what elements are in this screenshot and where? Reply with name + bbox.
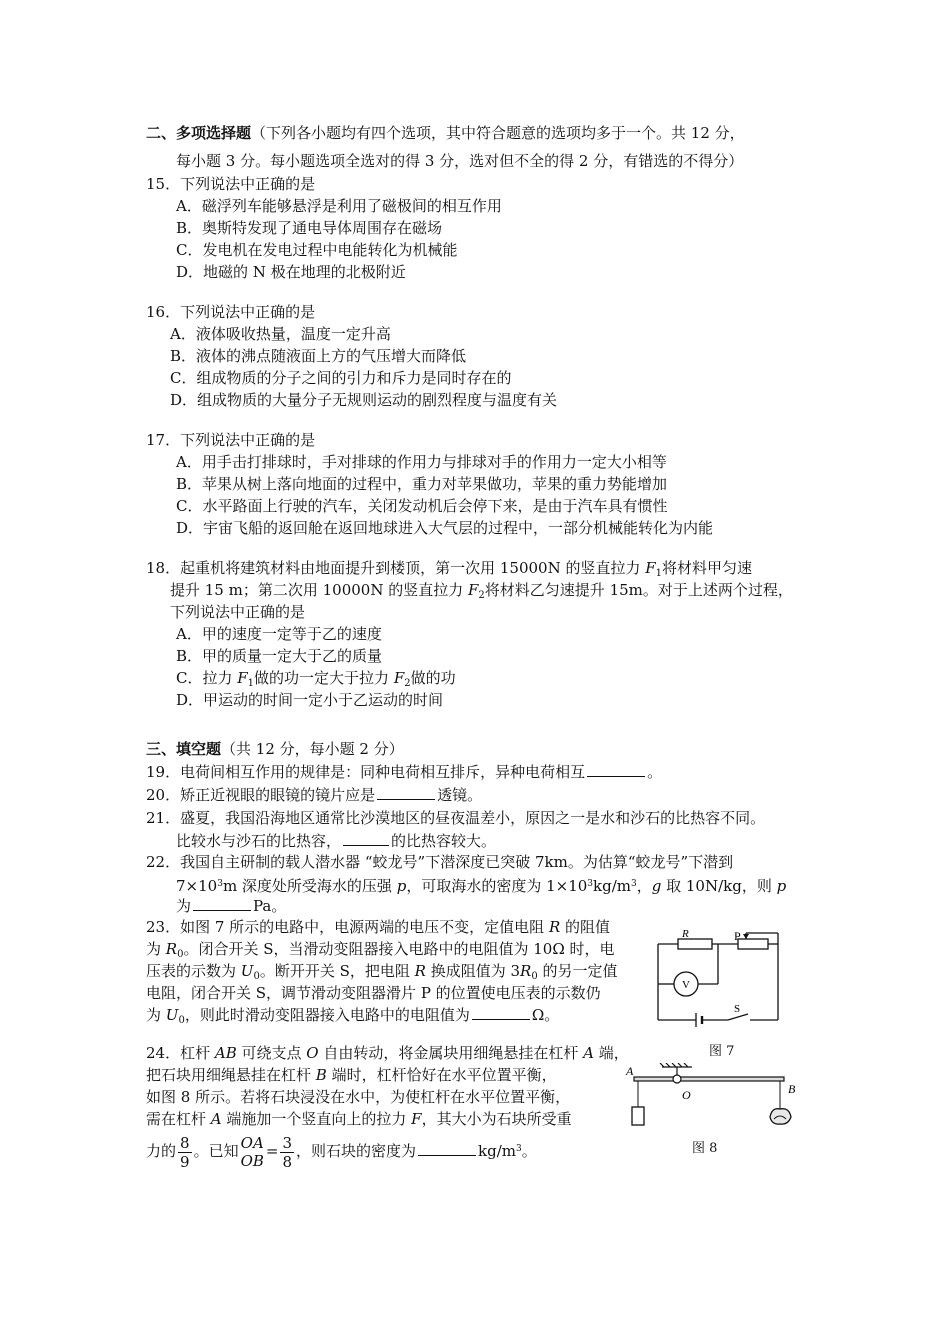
subscript: 0 xyxy=(178,1015,185,1026)
q23-text: 换成阻值为 3 xyxy=(425,962,521,980)
q23-line1 xyxy=(146,917,610,937)
numerator: 3 xyxy=(282,1133,293,1152)
denominator: OB xyxy=(240,1152,264,1170)
q23-text: 为 xyxy=(146,940,166,958)
force-symbol: F xyxy=(645,559,656,577)
fig7-label-v: V xyxy=(682,979,690,991)
subscript: 0 xyxy=(531,971,538,982)
q23-text: 压表的示数为 xyxy=(146,962,241,980)
q23-text: 。闭合开关 S，当滑动变阻器接入电路中的电阻值为 10Ω 时，电 xyxy=(183,940,615,958)
q22-text: Pa。 xyxy=(253,897,287,915)
fig8-label-a: A xyxy=(626,1064,634,1078)
q18-text: 将材料乙匀速提升 15m。对于上述两个过程， xyxy=(484,581,793,599)
lever-symbol: AB xyxy=(214,1044,237,1062)
q18-text: 提升 15 m；第二次用 10000N 的竖直拉力 xyxy=(170,581,468,599)
q16-option-b: B．液体的沸点随液面上方的气压增大而降低 xyxy=(170,347,467,365)
equals-sign: = xyxy=(265,1142,279,1160)
q23-line4: 电阻，闭合开关 S，调节滑动变阻器滑片 P 的位置使电压表的示数仍 xyxy=(146,984,601,1002)
superscript: 3 xyxy=(516,1144,522,1154)
q22-text: 为 xyxy=(176,897,192,915)
q22-answer-blank[interactable] xyxy=(193,896,251,911)
q17-option-c: C．水平路面上行驶的汽车，关闭发动机后会停下来，是由于汽车具有惯性 xyxy=(176,497,668,515)
section-2-intro-2: 每小题 3 分。每小题选项全选对的得 3 分，选对但不全的得 2 分，有错选的不得分） xyxy=(176,152,744,170)
q22-line1: 22．我国自主研制的载人潜水器 “蛟龙号”下潜深度已突破 7km。为估算“蛟龙号”下潜到 xyxy=(146,853,734,871)
force-symbol: F xyxy=(411,1110,422,1128)
resistor-symbol: R xyxy=(165,940,178,958)
gravity-symbol: g xyxy=(651,877,662,895)
q24-text: ，则石块的密度为 xyxy=(296,1142,417,1160)
fraction-three-eighths xyxy=(280,1134,294,1171)
q20-answer-blank[interactable] xyxy=(377,785,435,800)
superscript: 3 xyxy=(217,879,223,889)
q22-text: 取 10N/kg，则 xyxy=(661,877,777,895)
q17-option-d: D．宇宙飞船的返回舱在返回地球进入大气层的过程中，一部分机械能转化为内能 xyxy=(176,519,714,537)
q19 xyxy=(146,762,662,782)
section-3-intro: （共 12 分，每小题 2 分） xyxy=(221,740,404,758)
section-2-heading: 二、多项选择题 xyxy=(146,124,252,142)
q16-option-c: C．组成物质的分子之间的引力和斥力是同时存在的 xyxy=(170,369,512,387)
q16-stem: 16．下列说法中正确的是 xyxy=(146,303,316,321)
q18-text: C．拉力 xyxy=(176,669,238,687)
q24-text: 端时，杠杆恰好在水平位置平衡， xyxy=(326,1066,557,1084)
numerator: 8 xyxy=(180,1133,190,1152)
voltage-symbol: U xyxy=(240,962,254,980)
q20-text: 透镜。 xyxy=(437,786,483,804)
figure-8-lever-diagram xyxy=(622,1063,802,1133)
q20-text: 20．矫正近视眼的眼镜的镜片应是 xyxy=(146,786,376,804)
q21-answer-blank[interactable] xyxy=(343,831,389,846)
force-symbol: F xyxy=(468,581,479,599)
q17-stem: 17．下列说法中正确的是 xyxy=(146,431,316,449)
voltage-symbol: U xyxy=(165,1006,179,1024)
fig7-label-r: R xyxy=(682,928,689,940)
q24-text: 。已知 xyxy=(193,1142,239,1160)
section-2-line1 xyxy=(146,123,745,143)
q21-text: 比较水与沙石的比热容， xyxy=(176,832,342,850)
section-3-line xyxy=(146,739,404,759)
numerator: OA xyxy=(240,1134,264,1152)
pivot-symbol: O xyxy=(306,1044,319,1062)
q23-text: 的阻值 xyxy=(560,918,611,936)
pressure-symbol: p xyxy=(776,877,787,895)
q24-text: 。 xyxy=(521,1142,537,1160)
q21-line1: 21．盛夏，我国沿海地区通常比沙漠地区的昼夜温差小，原因之一是水和沙石的比热容不同。 xyxy=(146,809,766,827)
q16-option-d: D．组成物质的大量分子无规则运动的剧烈程度与温度有关 xyxy=(170,391,558,409)
q24-text: 自由转动，将金属块用细绳悬挂在杠杆 xyxy=(318,1044,584,1062)
q24-text: 力的 xyxy=(146,1142,177,1160)
figure-7-circuit-diagram xyxy=(652,928,786,1028)
subscript: 2 xyxy=(478,590,485,601)
subscript: 0 xyxy=(253,971,260,982)
fig7-label-s: S xyxy=(734,1003,741,1015)
q18-line3: 下列说法中正确的是 xyxy=(170,603,306,621)
q23-text: Ω。 xyxy=(531,1006,560,1024)
q22-line3 xyxy=(176,896,286,916)
superscript: 3 xyxy=(587,879,594,889)
q15-stem: 15．下列说法中正确的是 xyxy=(146,175,316,193)
denominator: 9 xyxy=(180,1152,190,1171)
superscript: 3 xyxy=(630,879,637,889)
q18-text: 18．起重机将建筑材料由地面提升到楼顶，第一次用 15000N 的竖直拉力 xyxy=(146,559,646,577)
q24-answer-blank[interactable] xyxy=(418,1141,476,1156)
subscript: 0 xyxy=(177,949,184,960)
subscript: 1 xyxy=(247,678,255,689)
pressure-symbol: p xyxy=(396,877,407,895)
q16-option-a: A．液体吸收热量，温度一定升高 xyxy=(170,325,391,343)
q24-line1 xyxy=(146,1043,629,1063)
q24-text: ，其大小为石块所受重 xyxy=(421,1110,572,1128)
q24-line4 xyxy=(146,1109,572,1129)
end-a-symbol: A xyxy=(210,1110,222,1128)
q22-text: 7×10 xyxy=(176,877,218,895)
q24-text: 需在杠杆 xyxy=(146,1110,211,1128)
q19-text: 。 xyxy=(647,763,663,781)
subscript: 2 xyxy=(404,678,411,689)
fig8-label-b: B xyxy=(788,1082,796,1096)
q23-text: 为 xyxy=(146,1006,166,1024)
q24-text: 端， xyxy=(593,1044,629,1062)
q23-answer-blank[interactable] xyxy=(472,1005,530,1020)
q22-text: ， xyxy=(636,877,652,895)
section-3-heading: 三、填空题 xyxy=(146,740,222,758)
q21-text: 的比热容较大。 xyxy=(391,832,497,850)
q23-text: 。断开开关 S，把电阻 xyxy=(259,962,415,980)
q21-line2 xyxy=(176,831,496,851)
q24-line3: 如图 8 所示。若将石块浸没在水中，为使杠杆在水平位置平衡， xyxy=(146,1088,571,1106)
fraction-eight-ninths xyxy=(178,1134,192,1171)
q17-option-b: B．苹果从树上落向地面的过程中，重力对苹果做功，苹果的重力势能增加 xyxy=(176,475,668,493)
subscript: 1 xyxy=(655,568,663,579)
resistor-symbol: R xyxy=(520,962,532,980)
q23-line5 xyxy=(146,1005,559,1031)
q18-text: 将材料甲匀速 xyxy=(662,559,753,577)
q24-text: 24．杠杆 xyxy=(146,1044,215,1062)
q15-option-a: A．磁浮列车能够悬浮是利用了磁极间的相互作用 xyxy=(176,197,502,215)
figure-8-caption: 图 8 xyxy=(692,1141,718,1156)
q20 xyxy=(146,785,482,805)
figure-7-caption: 图 7 xyxy=(709,1044,735,1059)
q15-option-c: C．发电机在发电过程中电能转化为机械能 xyxy=(176,241,458,259)
resistor-symbol: R xyxy=(414,962,426,980)
end-b-symbol: B xyxy=(315,1066,327,1084)
q15-option-d: D．地磁的 N 极在地理的北极附近 xyxy=(176,263,406,281)
q24-text: 可绕支点 xyxy=(236,1044,307,1062)
q18-text: 做的功 xyxy=(410,669,456,687)
section-2-intro: （下列各小题均有四个选项，其中符合题意的选项均多于一个。共 12 分， xyxy=(251,124,745,142)
force-symbol: F xyxy=(237,669,248,687)
q17-option-a: A．用手击打排球时，手对排球的作用力与排球对手的作用力一定大小相等 xyxy=(176,453,667,471)
q18-text: 做的功一定大于拉力 xyxy=(254,669,394,687)
q23-text: ，则此时滑动变阻器接入电路中的电阻值为 xyxy=(184,1006,470,1024)
q22-line2 xyxy=(176,874,786,896)
resistor-symbol: R xyxy=(548,918,561,936)
q15-option-b: B．奥斯特发现了通电导体周围存在磁场 xyxy=(176,219,443,237)
q24-line2 xyxy=(146,1065,557,1085)
q24-text: 把石块用细绳悬挂在杠杆 xyxy=(146,1066,316,1084)
fig7-label-p: P xyxy=(734,929,741,943)
q22-text: kg/m xyxy=(593,877,631,895)
q19-text: 19．电荷间相互作用的规律是：同种电荷相互排斥，异种电荷相互 xyxy=(146,763,586,781)
fraction-oa-ob xyxy=(241,1134,264,1170)
q24-text: 端施加一个竖直向上的拉力 xyxy=(221,1110,412,1128)
q22-text: m 深度处所受海水的压强 xyxy=(222,877,397,895)
q24-text: kg/m xyxy=(478,1142,517,1160)
q24-line5 xyxy=(146,1129,537,1171)
end-a-symbol: A xyxy=(583,1044,594,1062)
force-symbol: F xyxy=(393,669,405,687)
denominator: 8 xyxy=(282,1152,293,1171)
q22-text: ，可取海水的密度为 1×10 xyxy=(406,877,588,895)
q18-option-d: D．甲运动的时间一定小于乙运动的时间 xyxy=(176,691,444,709)
q23-text: 的另一定值 xyxy=(537,962,618,980)
q19-answer-blank[interactable] xyxy=(587,762,645,777)
q18-option-a: A．甲的速度一定等于乙的速度 xyxy=(176,625,382,643)
fig8-label-o: O xyxy=(682,1088,691,1102)
q18-option-b: B．甲的质量一定大于乙的质量 xyxy=(176,647,383,665)
q23-text: 23．如图 7 所示的电路中，电源两端的电压不变，定值电阻 xyxy=(146,918,549,936)
